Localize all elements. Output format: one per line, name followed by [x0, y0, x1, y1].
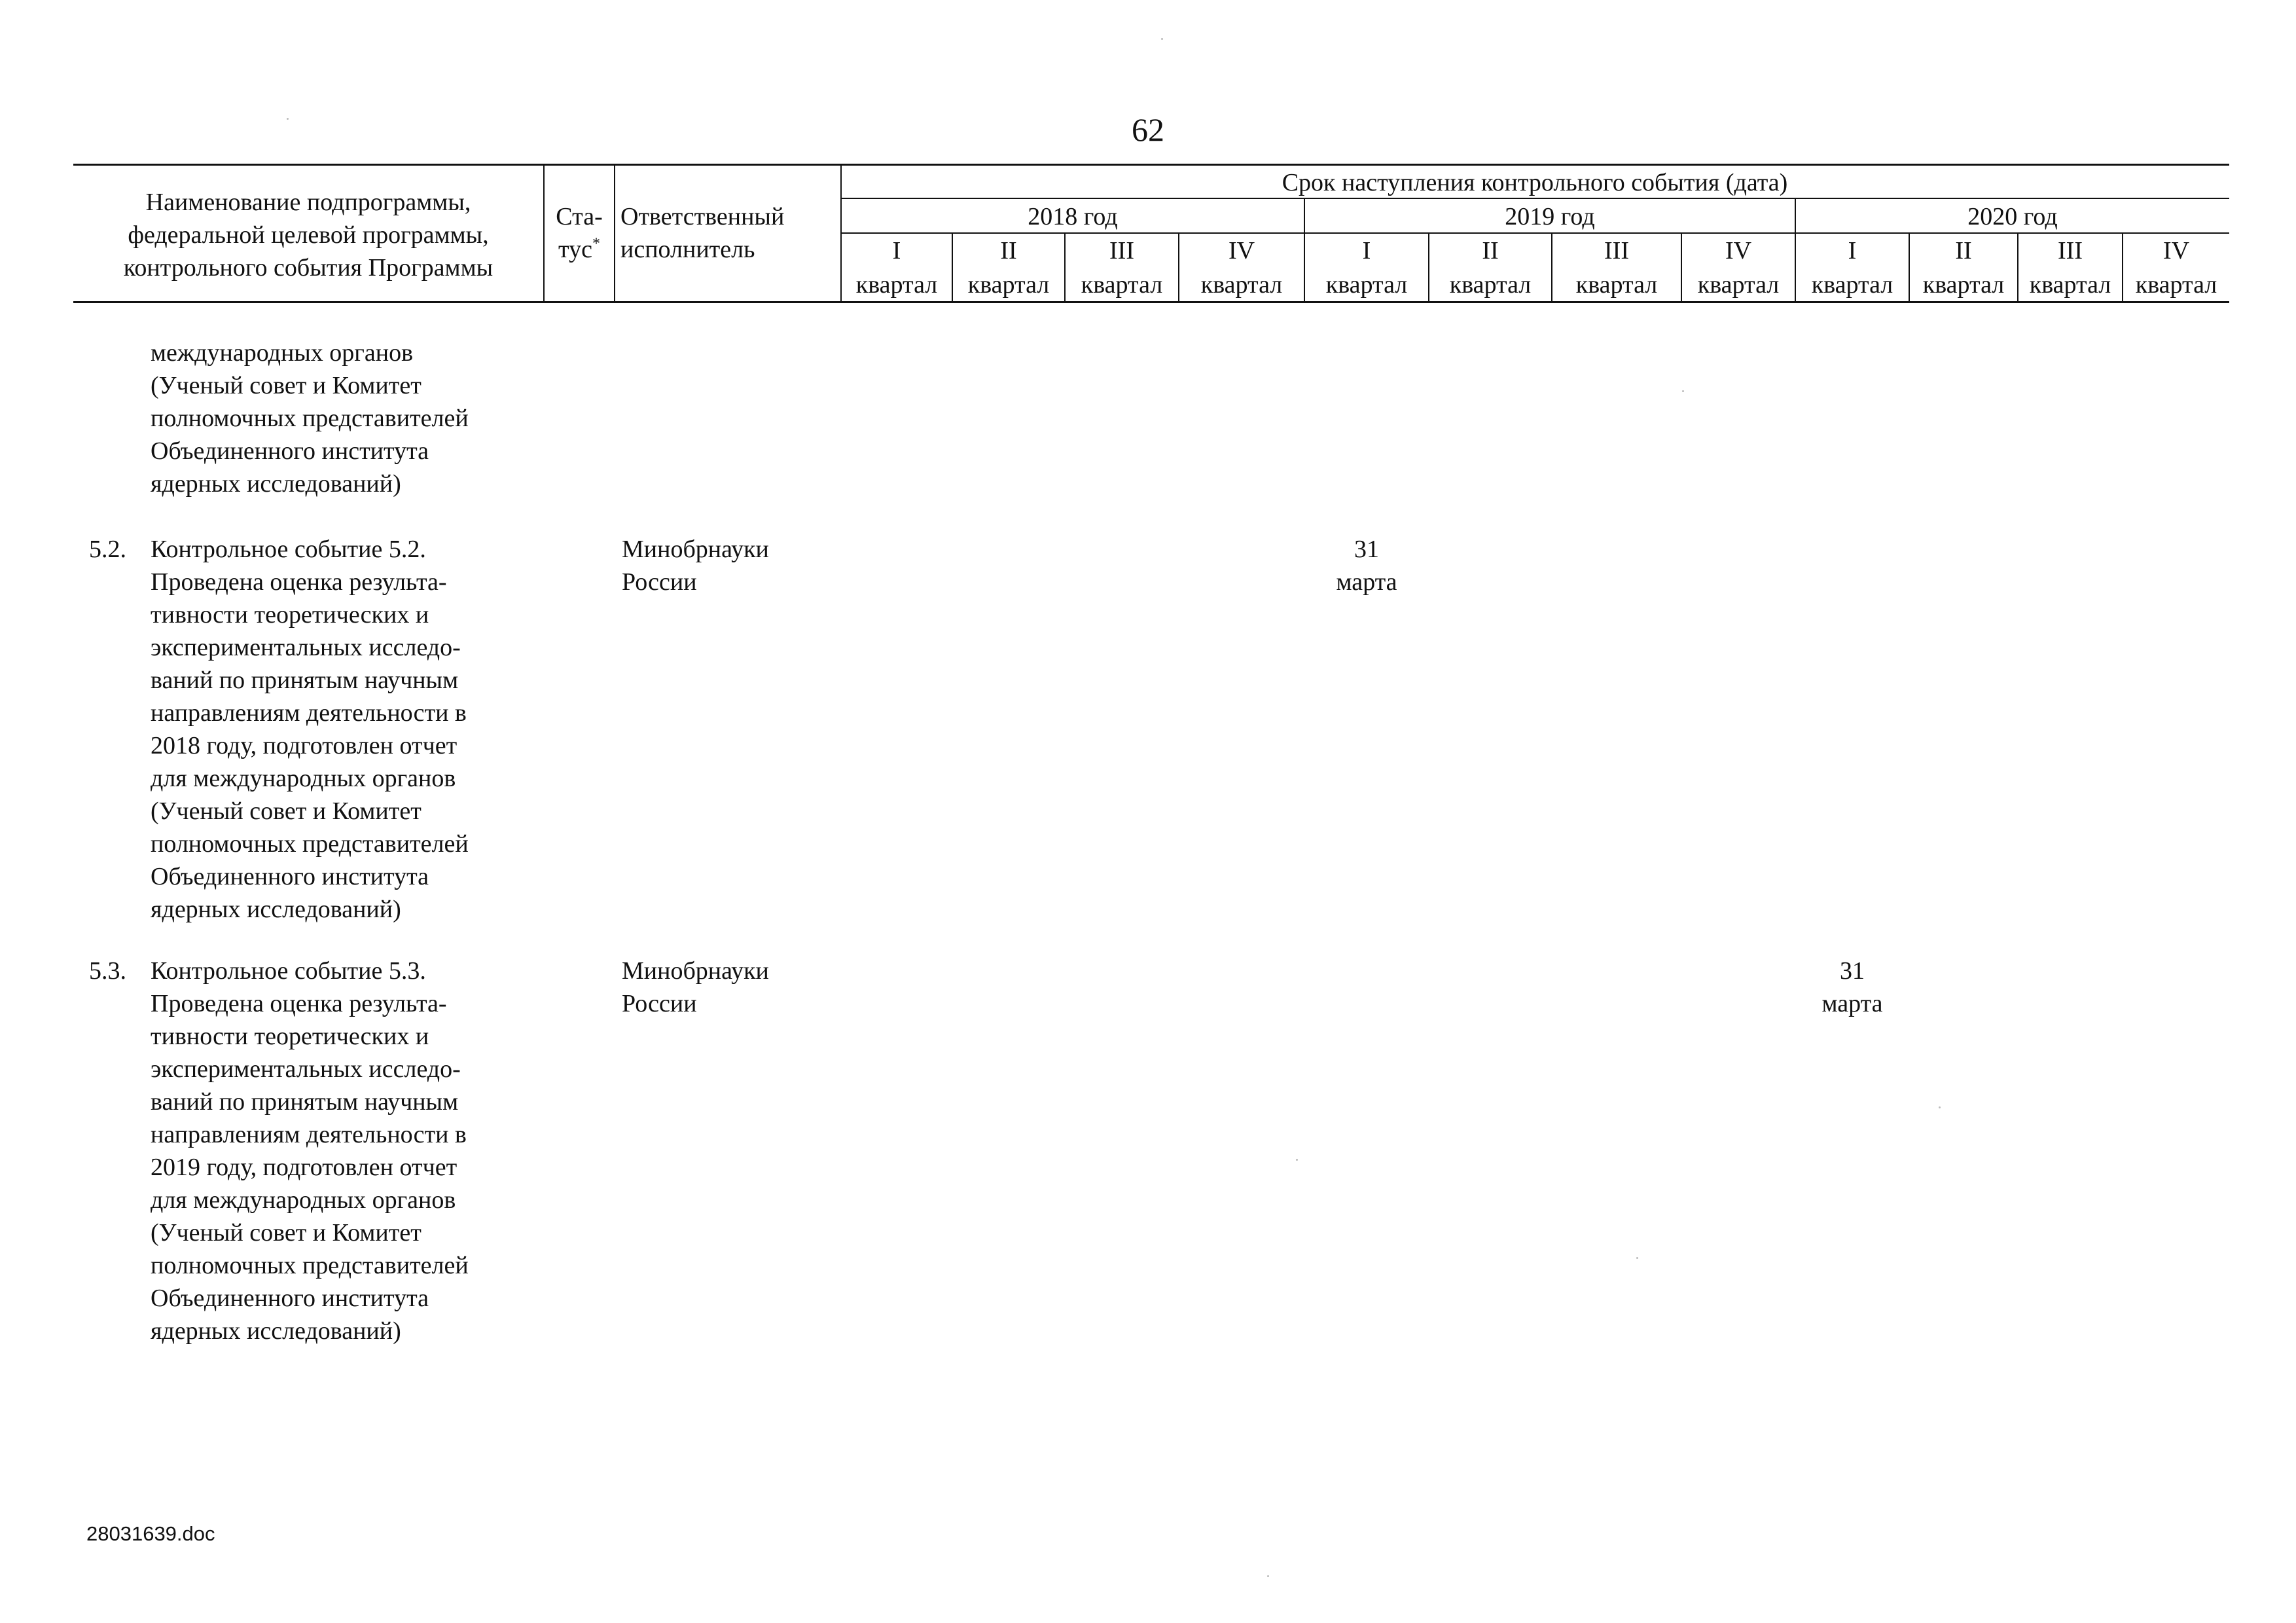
header-status-line: Ста- — [556, 203, 603, 230]
row-text-line: Проведена оценка результа- — [151, 990, 447, 1017]
row-executor-line: Минобрнауки — [622, 536, 769, 563]
header-name-line: Наименование подпрограммы, — [145, 189, 471, 216]
row-text-line: полномочных представителей — [151, 405, 469, 432]
page-number: 62 — [1132, 111, 1164, 148]
header-deadline-title: Срок наступления контрольного события (дата) — [1282, 169, 1788, 196]
row-text-line: экспериментальных исследо- — [151, 1055, 461, 1083]
quarter-word: квартал — [1811, 271, 1893, 299]
row-number: 5.3. — [89, 957, 126, 985]
row-text-line: тивности теоретических и — [151, 1023, 429, 1050]
row-text-line: ядерных исследований) — [151, 1317, 401, 1345]
row-text-line: 2018 году, подготовлен отчет — [151, 732, 457, 759]
row-text-line: тивности теоретических и — [151, 601, 429, 629]
scan-speck — [1161, 38, 1163, 40]
quarter-word: квартал — [1325, 271, 1408, 299]
quarter-numeral: III — [1109, 237, 1134, 264]
document-id: 28031639.doc — [86, 1522, 215, 1545]
header-name-line: контрольного события Программы — [123, 254, 493, 282]
quarter-numeral: III — [2058, 237, 2083, 264]
row-text-line: Проведена оценка результа- — [151, 568, 447, 596]
quarter-word: квартал — [1200, 271, 1283, 299]
col-rule-status — [614, 164, 615, 302]
scan-speck — [1296, 1159, 1298, 1161]
scan-speck — [1682, 390, 1684, 392]
row-executor-line: России — [622, 568, 697, 596]
row-text-line: направлениям деятельности в — [151, 1121, 467, 1148]
row-text-line: ваний по принятым научным — [151, 666, 459, 694]
quarter-word: квартал — [2135, 271, 2217, 299]
quarter-numeral: IV — [1725, 237, 1752, 264]
quarter-numeral: II — [1482, 237, 1499, 264]
row-executor-line: России — [622, 990, 697, 1017]
quarter-numeral: I — [892, 237, 901, 264]
row-date-day: 31 — [1354, 536, 1379, 563]
row-text-line: для международных органов — [151, 1186, 456, 1214]
scan-speck — [1636, 1257, 1638, 1259]
header-executor-line: исполнитель — [620, 236, 755, 263]
row-text-line: Объединенного института — [151, 437, 429, 465]
row-text-line: ядерных исследований) — [151, 470, 401, 498]
row-text-line: Объединенного института — [151, 863, 429, 890]
scan-speck — [287, 118, 289, 120]
quarter-word: квартал — [967, 271, 1050, 299]
row-date-month: марта — [1336, 568, 1397, 596]
row-text-line: направлениям деятельности в — [151, 699, 467, 727]
quarter-numeral: II — [1955, 237, 1972, 264]
header-year-2018: 2018 год — [1028, 203, 1118, 230]
header-year-2019: 2019 год — [1505, 203, 1595, 230]
row-text-line: ваний по принятым научным — [151, 1088, 459, 1116]
header-status-line — [545, 233, 614, 266]
quarter-numeral: I — [1362, 237, 1371, 264]
scan-speck — [1939, 1106, 1941, 1108]
row-executor-line: Минобрнауки — [622, 957, 769, 985]
row-date-day: 31 — [1840, 957, 1865, 985]
quarter-word: квартал — [1449, 271, 1532, 299]
row-text-line: Контрольное событие 5.3. — [151, 957, 426, 985]
row-text-line: 2019 году, подготовлен отчет — [151, 1154, 457, 1181]
quarter-numeral: III — [1604, 237, 1629, 264]
quarter-word: квартал — [1081, 271, 1163, 299]
header-top-rule — [73, 164, 2229, 166]
header-bottom-rule — [73, 301, 2229, 303]
row-text-line: экспериментальных исследо- — [151, 634, 461, 661]
row-text-line: Объединенного института — [151, 1285, 429, 1312]
row-text-line: международных органов — [151, 339, 414, 367]
quarter-numeral: II — [1000, 237, 1017, 264]
row-text-line: ядерных исследований) — [151, 896, 401, 923]
quarter-word: квартал — [1575, 271, 1658, 299]
status-footnote-mark: * — [592, 235, 600, 253]
quarter-numeral: IV — [2162, 237, 2190, 264]
row-date-month: марта — [1821, 990, 1883, 1017]
row-text-line: (Ученый совет и Комитет — [151, 797, 422, 825]
row-text-line: полномочных представителей — [151, 830, 469, 858]
row-text-line: Контрольное событие 5.2. — [151, 536, 426, 563]
quarter-numeral: I — [1848, 237, 1857, 264]
row-text-line: (Ученый совет и Комитет — [151, 1219, 422, 1247]
row-text-line: для международных органов — [151, 765, 456, 792]
quarter-word: квартал — [1922, 271, 2005, 299]
quarter-word: квартал — [2029, 271, 2111, 299]
header-status-word: тус — [558, 236, 592, 263]
quarter-word: квартал — [855, 271, 938, 299]
quarter-word: квартал — [1697, 271, 1780, 299]
quarter-numeral: IV — [1228, 237, 1255, 264]
row-number: 5.2. — [89, 536, 126, 563]
header-name-line: федеральной целевой программы, — [128, 221, 489, 249]
header-executor-line: Ответственный — [620, 203, 785, 230]
header-year-2020: 2020 год — [1967, 203, 2058, 230]
scan-speck — [1267, 1575, 1269, 1577]
row-text-line: полномочных представителей — [151, 1252, 469, 1279]
row-text-line: (Ученый совет и Комитет — [151, 372, 422, 399]
